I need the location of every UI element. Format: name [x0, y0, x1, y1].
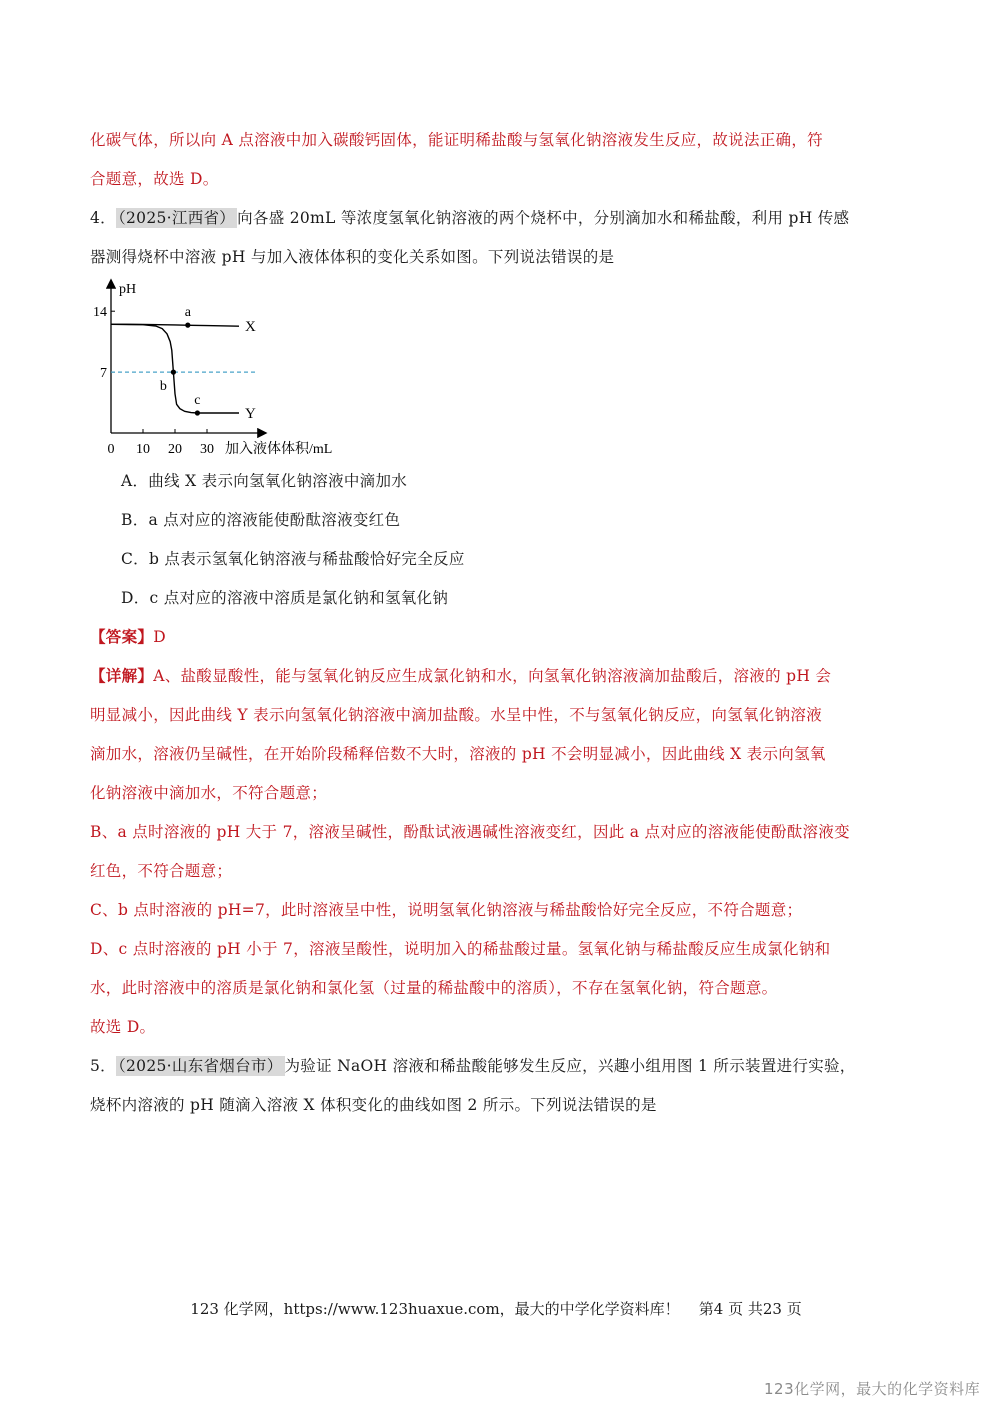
q4-option-b[interactable] — [121, 508, 400, 530]
q5-stem-line-2: 烧杯内溶液的 pH 随滴入溶液 X 体积变化的曲线如图 2 所示。下列说法错误的是 — [90, 1096, 657, 1114]
x-tick-label: 20 — [168, 442, 182, 457]
y-tick-label: 14 — [93, 305, 107, 321]
option-label: D． — [121, 589, 150, 607]
prev-answer-line-2: 合题意，故选 D。 — [90, 170, 219, 188]
q4-detail-line-1 — [90, 664, 831, 686]
q4-option-a[interactable] — [121, 469, 407, 491]
y-axis-label: pH — [119, 282, 137, 297]
x-tick-label: 10 — [136, 442, 150, 457]
answer-value: D — [153, 628, 166, 646]
q4-detail-line-4: 化钠溶液中滴加水，不符合题意； — [90, 784, 328, 802]
q5-stem-line-1 — [90, 1054, 856, 1076]
q4-detail-line-9: 水，此时溶液中的溶质是氯化钠和氯化氢（过量的稀盐酸中的溶质），不存在氢氧化钠，符合题意。 — [90, 979, 778, 997]
y-tick-label: 7 — [100, 366, 107, 382]
q4-stem-line-2: 器测得烧杯中溶液 pH 与加入液体体积的变化关系如图。下列说法错误的是 — [90, 248, 615, 266]
page-number: 第4 页 共23 页 — [698, 1300, 802, 1318]
series-label-y: Y — [245, 405, 256, 422]
option-label: C． — [121, 550, 149, 568]
series-line-y — [111, 324, 239, 413]
q4-option-d[interactable] — [121, 586, 448, 608]
point-label-a: a — [184, 305, 191, 321]
point-label-c: c — [194, 392, 201, 408]
q4-detail-line-2: 明显减小，因此曲线 Y 表示向氢氧化钠溶液中滴加盐酸。水呈中性，不与氢氧化钠反应，向氢氧化钠溶液 — [90, 706, 822, 724]
point-a — [185, 323, 190, 328]
option-text: b 点表示氢氧化钠溶液与稀盐酸恰好完全反应 — [148, 550, 465, 568]
q5-number: 5． — [90, 1057, 116, 1075]
detail-text: A、盐酸显酸性，能与氢氧化钠反应生成氯化钠和水，向氢氧化钠溶液滴加盐酸后，溶液的 pH 会 — [153, 667, 832, 685]
ph-chart — [85, 275, 365, 465]
watermark: 123化学网，最大的化学资料库 — [764, 1380, 981, 1398]
option-text: c 点对应的溶液中溶质是氯化钠和氢氧化钠 — [149, 589, 449, 607]
point-label-b: b — [159, 379, 167, 395]
x-tick-label: 30 — [200, 442, 214, 457]
option-label: A． — [121, 472, 149, 490]
footer-site-text: 123 化学网，https://www.123huaxue.com，最大的中学化学资料库！ — [190, 1300, 680, 1318]
q4-stem-line-1 — [90, 206, 849, 228]
detail-label: 【详解】 — [90, 666, 154, 685]
option-text: a 点对应的溶液能使酚酞溶液变红色 — [148, 511, 401, 529]
option-label: B． — [121, 511, 149, 529]
prev-answer-line-1: 化碳气体，所以向 A 点溶液中加入碳酸钙固体，能证明稀盐酸与氢氧化钠溶液发生反应，故说法正确，符 — [90, 131, 823, 149]
q5-source-tag: （2025·山东省烟台市） — [117, 1057, 283, 1075]
x-axis-label: 加入液体体积/mL — [225, 442, 333, 457]
page-footer — [0, 1298, 992, 1319]
q4-detail-line-3: 滴加水，溶液仍呈碱性，在开始阶段稀释倍数不大时，溶液的 pH 不会明显减小，因此曲线 X 表示向氢氧 — [90, 745, 826, 763]
q4-detail-line-6: 红色，不符合题意； — [90, 862, 233, 880]
q4-detail-line-10: 故选 D。 — [90, 1018, 156, 1036]
q4-option-c[interactable] — [121, 547, 465, 569]
point-c — [195, 410, 200, 415]
q4-detail-line-5: B、a 点时溶液的 pH 大于 7，溶液呈碱性，酚酞试液遇碱性溶液变红，因此 a 点对应的溶液能使酚酞溶液变 — [90, 823, 850, 841]
q5-stem-text-1: 为验证 NaOH 溶液和稀盐酸能够发生反应，兴趣小组用图 1 所示装置进行实验， — [284, 1057, 856, 1075]
q4-number: 4． — [90, 209, 116, 227]
q4-source-tag: （2025·江西省） — [117, 209, 236, 227]
q4-answer — [90, 625, 166, 647]
answer-label: 【答案】 — [90, 627, 154, 646]
series-label-x: X — [245, 319, 256, 336]
x-tick-label: 0 — [107, 442, 115, 457]
q4-detail-line-8: D、c 点时溶液的 pH 小于 7，溶液呈酸性，说明加入的稀盐酸过量。氢氧化钠与稀盐酸反应生成氯化钠和 — [90, 940, 831, 958]
q4-detail-line-7: C、b 点时溶液的 pH=7，此时溶液呈中性，说明氢氧化钠溶液与稀盐酸恰好完全反应，不符合题意； — [90, 901, 803, 919]
q4-stem-text-1: 向各盛 20mL 等浓度氢氧化钠溶液的两个烧杯中，分别滴加水和稀盐酸，利用 pH 传感 — [237, 209, 850, 227]
option-text: 曲线 X 表示向氢氧化钠溶液中滴加水 — [148, 472, 408, 490]
point-b — [171, 370, 176, 375]
